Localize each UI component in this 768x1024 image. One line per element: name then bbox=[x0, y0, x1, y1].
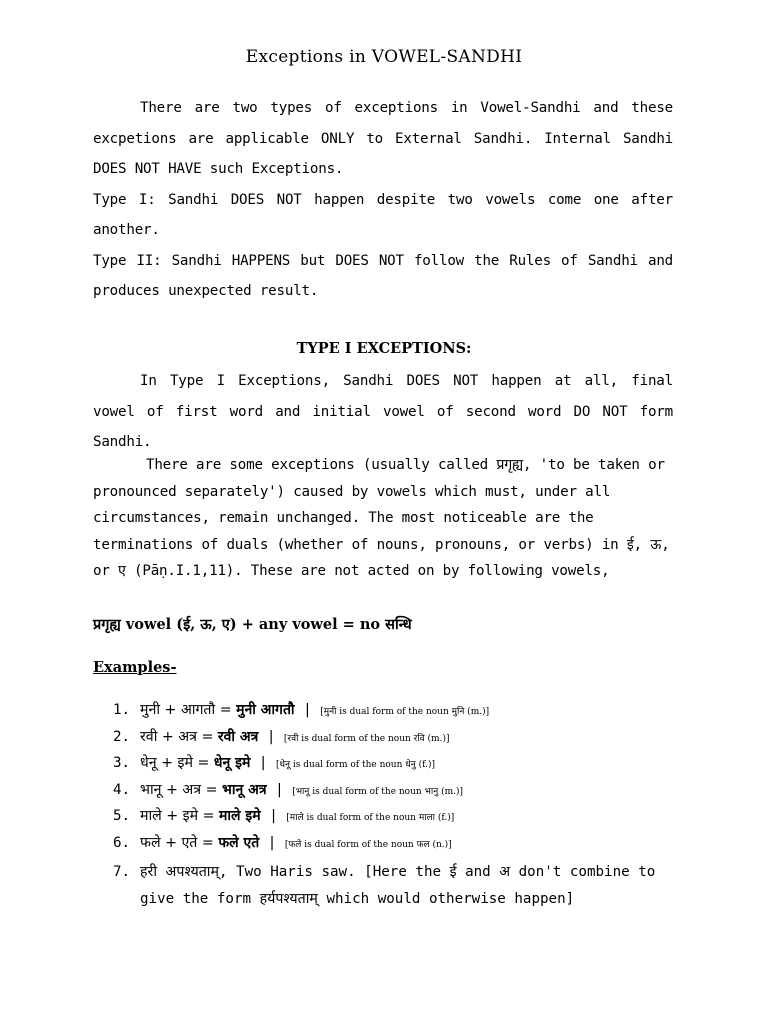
list-item-body bbox=[140, 806, 454, 825]
list-item-body bbox=[140, 833, 452, 852]
list-item bbox=[113, 700, 683, 727]
list-item-number: 7. bbox=[113, 864, 131, 880]
example-note: [फले is dual form of the noun फल (n.)] bbox=[284, 839, 452, 850]
danda-separator: | bbox=[258, 728, 284, 745]
example-result: धेनू इमे bbox=[213, 755, 251, 771]
example-result: रवी अत्र bbox=[217, 728, 259, 745]
danda-separator: | bbox=[294, 702, 321, 718]
example-note: [भानू is dual form of the noun भानु (m.)] bbox=[292, 786, 464, 797]
type-two-definition: Type II: Sandhi HAPPENS but DOES NOT follow the Rules of Sandhi and produces unexpected result. bbox=[93, 252, 673, 299]
danda-separator: | bbox=[266, 781, 293, 798]
list-item bbox=[113, 753, 683, 780]
example-equation: मुनी + आगतौ = bbox=[140, 702, 237, 718]
list-item-number: 3. bbox=[113, 755, 131, 771]
example-result: भानू अत्र bbox=[222, 781, 267, 798]
examples-heading: Examples- bbox=[93, 659, 177, 676]
list-item-body bbox=[140, 780, 463, 799]
list-item bbox=[113, 727, 683, 754]
list-item bbox=[113, 833, 683, 860]
example-equation: भानू + अत्र = bbox=[140, 781, 223, 798]
intro-section bbox=[93, 93, 673, 307]
example-result: फले एते bbox=[218, 834, 260, 851]
list-item-body bbox=[140, 700, 489, 719]
example-note: [माले is dual form of the noun माला (f.)] bbox=[286, 813, 455, 823]
type-one-paragraph: In Type I Exceptions, Sandhi DOES NOT happen at all, final vowel of first word and initial vowel of second word DO NOT form Sandhi. bbox=[93, 373, 673, 450]
pragrhya-paragraph-block bbox=[93, 452, 673, 585]
example-note: [धेनू is dual form of the noun धेनु (f.)] bbox=[276, 760, 436, 770]
intro-paragraph: There are two types of exceptions in Vowel-Sandhi and these excpetions are applicable ONLY to External Sandhi. Internal Sandhi DOES NOT HAVE such Exceptions. bbox=[93, 100, 673, 177]
list-item-number: 4. bbox=[113, 781, 131, 798]
type-one-paragraph-block bbox=[93, 366, 673, 458]
examples-list bbox=[113, 700, 683, 912]
list-item-number: 2. bbox=[113, 728, 131, 745]
example-equation: धेनू + इमे = bbox=[140, 755, 214, 771]
danda-separator: | bbox=[250, 755, 276, 771]
list-item-number: 6. bbox=[113, 834, 131, 851]
list-item bbox=[113, 859, 683, 912]
danda-separator: | bbox=[259, 834, 285, 851]
example-equation: रवी + अत्र = bbox=[140, 728, 218, 745]
list-item bbox=[113, 806, 683, 833]
section-heading: TYPE I EXCEPTIONS: bbox=[296, 340, 472, 357]
example-equation: फले + एते = bbox=[140, 834, 219, 851]
pragrhya-rule: प्रगृह्य vowel (ई, ऊ, ए) + any vowel = no सन्धि bbox=[93, 616, 412, 633]
page-title: Exceptions in VOWEL-SANDHI bbox=[245, 47, 523, 67]
list-item-body: हरी अपश्यताम्, Two Haris saw. [Here the ई and अ don't combine to give the form हर्यपश्यताम् which would otherwise happen] bbox=[140, 864, 656, 907]
type-one-definition: Type I: Sandhi DOES NOT happen despite two vowels come one after another. bbox=[93, 191, 673, 238]
example-equation: माले + इमे = bbox=[140, 808, 220, 824]
list-item bbox=[113, 780, 683, 807]
danda-separator: | bbox=[260, 808, 287, 824]
list-item-body bbox=[140, 727, 449, 746]
list-item-number: 5. bbox=[113, 808, 131, 824]
pragrhya-paragraph: There are some exceptions (usually called प्रगृह्य, 'to be taken or pronounced separately') caused by vowels which must, under all circumstances, remain unchanged. The most noticeable are the terminations of duals (whether of nouns, pronouns, or verbs) in ई, ऊ, or ए (Pāṇ.I.1,11). These are not acted on by following vowels, bbox=[93, 457, 670, 579]
example-result: माले इमे bbox=[219, 808, 261, 824]
example-result: मुनी आगतौ bbox=[236, 702, 295, 718]
example-note: [मुनी is dual form of the noun मुनि (m.)] bbox=[320, 707, 490, 717]
list-item-number: 1. bbox=[113, 702, 131, 718]
example-note: [रवी is dual form of the noun रवि (m.)] bbox=[283, 733, 450, 744]
list-item-body bbox=[140, 753, 435, 772]
